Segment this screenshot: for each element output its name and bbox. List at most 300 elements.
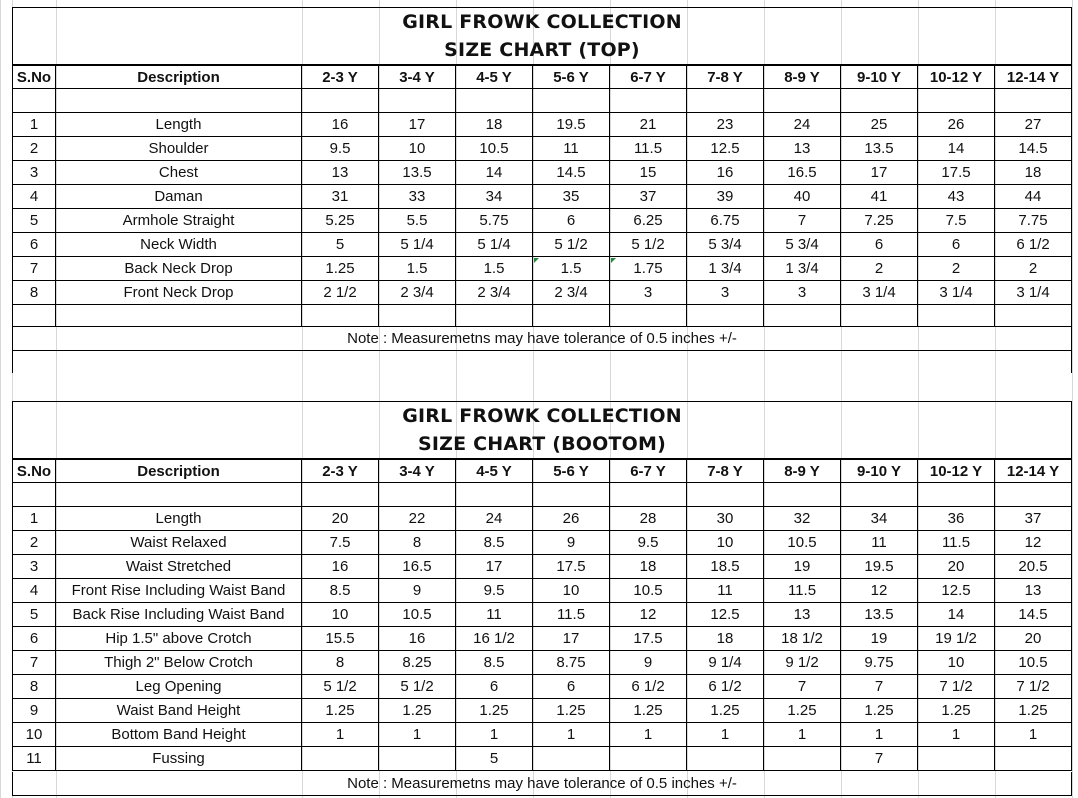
top-size-value-cell[interactable]: 3 [610,281,687,305]
bottom-size-value-cell[interactable]: 11 [841,531,918,555]
bottom-size-value-cell[interactable] [687,747,764,771]
bottom-size-value-cell[interactable]: 10.5 [995,651,1072,675]
bottom-size-value-cell[interactable]: 1 [918,723,995,747]
bottom-size-value-cell[interactable]: 1.25 [764,699,841,723]
bottom-description-cell[interactable]: Front Rise Including Waist Band [56,579,302,603]
top-size-value-cell[interactable]: 1 3/4 [764,257,841,281]
top-table-row [0,209,1078,233]
bottom-size-value-cell[interactable] [533,747,610,771]
bottom-column-header: 5-6 Y [533,459,610,483]
bottom-size-value-cell[interactable]: 18.5 [687,555,764,579]
top-empty-cell[interactable] [918,305,995,327]
bottom-serial-number-cell[interactable]: 1 [12,507,56,531]
bottom-size-value-cell[interactable]: 7.5 [302,531,379,555]
top-size-value-cell[interactable]: 2 3/4 [379,281,456,305]
bottom-size-value-cell[interactable]: 36 [918,507,995,531]
top-size-value-cell[interactable]: 39 [687,185,764,209]
top-column-header: 3-4 Y [379,65,456,89]
bottom-size-value-cell[interactable]: 13 [995,579,1072,603]
bottom-empty-cell[interactable] [379,483,456,507]
bottom-size-value-cell[interactable]: 1.25 [995,699,1072,723]
bottom-serial-number-cell[interactable]: 8 [12,675,56,699]
top-empty-cell[interactable] [302,305,379,327]
bottom-size-value-cell[interactable]: 9 [379,579,456,603]
bottom-size-value-cell[interactable]: 20.5 [995,555,1072,579]
bottom-size-value-cell[interactable]: 1.25 [456,699,533,723]
top-size-value-cell[interactable]: 2 [841,257,918,281]
bottom-chart-title: GIRL FROWK COLLECTION [12,401,1072,430]
top-size-value-cell[interactable]: 6.75 [687,209,764,233]
top-table-row [0,233,1078,257]
bottom-size-value-cell[interactable]: 20 [918,555,995,579]
top-chart-subtitle: SIZE CHART (TOP) [12,36,1072,65]
bottom-size-value-cell[interactable]: 22 [379,507,456,531]
bottom-size-value-cell[interactable]: 9.5 [456,579,533,603]
top-empty-cell[interactable] [302,89,379,113]
bottom-size-value-cell[interactable] [995,747,1072,771]
top-size-value-cell[interactable]: 3 1/4 [841,281,918,305]
top-empty-cell[interactable] [687,305,764,327]
top-size-value-cell[interactable]: 7.75 [995,209,1072,233]
bottom-size-value-cell[interactable]: 20 [995,627,1072,651]
bottom-size-value-cell[interactable] [610,747,687,771]
top-size-value-cell[interactable]: 10.5 [456,137,533,161]
bottom-size-value-cell[interactable]: 26 [533,507,610,531]
bottom-size-value-cell[interactable]: 16 [379,627,456,651]
bottom-description-cell[interactable]: Bottom Band Height [56,723,302,747]
bottom-size-value-cell[interactable]: 14 [918,603,995,627]
bottom-size-value-cell[interactable]: 8.75 [533,651,610,675]
bottom-size-value-cell[interactable]: 37 [995,507,1072,531]
top-size-value-cell[interactable]: 2 [995,257,1072,281]
bottom-size-value-cell[interactable]: 19 1/2 [918,627,995,651]
bottom-serial-number-cell[interactable]: 10 [12,723,56,747]
bottom-empty-cell[interactable] [995,483,1072,507]
top-empty-cell[interactable] [918,89,995,113]
bottom-size-value-cell[interactable]: 11.5 [533,603,610,627]
top-chart-title: GIRL FROWK COLLECTION [12,7,1072,36]
bottom-size-value-cell[interactable]: 11.5 [764,579,841,603]
top-empty-cell[interactable] [841,305,918,327]
bottom-size-value-cell[interactable]: 1 [533,723,610,747]
top-header-row [0,65,1078,89]
top-tolerance-note: Note : Measuremetns may have tolerance of 0.5 inches +/- [12,327,1072,351]
bottom-size-value-cell[interactable]: 17.5 [533,555,610,579]
bottom-column-header: 12-14 Y [995,459,1072,483]
bottom-size-value-cell[interactable]: 13.5 [841,603,918,627]
bottom-empty-cell[interactable] [918,483,995,507]
bottom-description-cell[interactable]: Fussing [56,747,302,771]
bottom-size-value-cell[interactable]: 1.25 [302,699,379,723]
bottom-serial-number-cell[interactable]: 9 [12,699,56,723]
top-column-header: 9-10 Y [841,65,918,89]
bottom-size-value-cell[interactable]: 9 [533,531,610,555]
bottom-size-value-cell[interactable] [302,747,379,771]
bottom-size-value-cell[interactable]: 6 [456,675,533,699]
top-column-header: 10-12 Y [918,65,995,89]
top-size-value-cell[interactable]: 5.25 [302,209,379,233]
top-size-value-cell[interactable]: 9.5 [302,137,379,161]
top-size-value-cell[interactable]: 1.75 [610,257,687,281]
top-table-row [0,113,1078,137]
bottom-size-value-cell[interactable]: 1.25 [841,699,918,723]
bottom-size-value-cell[interactable]: 19.5 [841,555,918,579]
bottom-column-header: 2-3 Y [302,459,379,483]
bottom-empty-cell[interactable] [687,483,764,507]
bottom-size-value-cell[interactable]: 6 1/2 [687,675,764,699]
top-size-value-cell[interactable]: 18 [995,161,1072,185]
top-size-value-cell[interactable]: 5 [302,233,379,257]
bottom-size-value-cell[interactable]: 7 [764,675,841,699]
bottom-size-value-cell[interactable]: 7 [841,675,918,699]
bottom-size-value-cell[interactable]: 11 [687,579,764,603]
bottom-size-value-cell[interactable]: 12 [841,579,918,603]
bottom-header-row [0,459,1078,483]
bottom-size-value-cell[interactable]: 18 [687,627,764,651]
top-size-value-cell[interactable]: 14 [456,161,533,185]
top-size-value-cell[interactable]: 11 [533,137,610,161]
top-serial-number-cell[interactable]: 4 [12,185,56,209]
top-size-value-cell[interactable]: 25 [841,113,918,137]
bottom-size-value-cell[interactable]: 1 [302,723,379,747]
top-size-value-cell[interactable]: 1 3/4 [687,257,764,281]
bottom-size-value-cell[interactable]: 10.5 [764,531,841,555]
bottom-size-value-cell[interactable]: 5 1/2 [302,675,379,699]
bottom-size-value-cell[interactable]: 9 1/2 [764,651,841,675]
bottom-size-value-cell[interactable]: 20 [302,507,379,531]
bottom-description-cell[interactable]: Waist Stretched [56,555,302,579]
top-serial-number-cell[interactable]: 2 [12,137,56,161]
top-empty-cell[interactable] [56,305,302,327]
bottom-empty-cell[interactable] [302,483,379,507]
top-size-value-cell[interactable]: 6 [841,233,918,257]
top-size-value-cell[interactable]: 40 [764,185,841,209]
top-size-value-cell[interactable]: 5.5 [379,209,456,233]
bottom-size-value-cell[interactable]: 10 [302,603,379,627]
bottom-size-value-cell[interactable]: 16 1/2 [456,627,533,651]
top-size-value-cell[interactable]: 13 [764,137,841,161]
top-size-value-cell[interactable]: 17.5 [918,161,995,185]
bottom-description-cell[interactable]: Back Rise Including Waist Band [56,603,302,627]
bottom-description-cell[interactable]: Length [56,507,302,531]
top-size-value-cell[interactable]: 12.5 [687,137,764,161]
top-size-value-cell[interactable]: 5 1/4 [456,233,533,257]
bottom-size-value-cell[interactable]: 5 [456,747,533,771]
top-size-value-cell[interactable]: 41 [841,185,918,209]
bottom-empty-cell[interactable] [456,483,533,507]
bottom-size-value-cell[interactable]: 12.5 [687,603,764,627]
bottom-size-value-cell[interactable]: 6 [533,675,610,699]
bottom-size-value-cell[interactable]: 19 [841,627,918,651]
bottom-size-value-cell[interactable]: 1 [379,723,456,747]
top-size-value-cell[interactable]: 5.75 [456,209,533,233]
top-size-value-cell[interactable]: 7 [764,209,841,233]
top-size-value-cell[interactable]: 5 1/2 [533,233,610,257]
bottom-size-value-cell[interactable]: 19 [764,555,841,579]
bottom-empty-cell[interactable] [12,483,56,507]
bottom-description-cell[interactable]: Thigh 2" Below Crotch [56,651,302,675]
top-column-header: 7-8 Y [687,65,764,89]
top-empty-cell[interactable] [687,89,764,113]
bottom-size-value-cell[interactable]: 1.25 [533,699,610,723]
bottom-table-row [0,627,1078,651]
bottom-size-value-cell[interactable]: 9 1/4 [687,651,764,675]
bottom-size-value-cell[interactable]: 1.25 [379,699,456,723]
top-serial-number-cell[interactable]: 8 [12,281,56,305]
top-size-value-cell[interactable]: 13.5 [841,137,918,161]
top-size-value-cell[interactable]: 6.25 [610,209,687,233]
top-size-value-cell[interactable]: 10 [379,137,456,161]
bottom-size-value-cell[interactable]: 13 [764,603,841,627]
top-empty-cell[interactable] [995,305,1072,327]
bottom-size-value-cell[interactable]: 10.5 [610,579,687,603]
bottom-size-value-cell[interactable]: 9.75 [841,651,918,675]
top-size-value-cell[interactable]: 2 [918,257,995,281]
top-empty-cell[interactable] [995,89,1072,113]
bottom-size-value-cell[interactable]: 34 [841,507,918,531]
top-size-value-cell[interactable]: 5 1/4 [379,233,456,257]
top-size-value-cell[interactable]: 3 [764,281,841,305]
top-size-value-cell[interactable]: 14.5 [995,137,1072,161]
top-size-value-cell[interactable]: 34 [456,185,533,209]
top-size-value-cell[interactable]: 6 1/2 [995,233,1072,257]
top-size-value-cell[interactable]: 43 [918,185,995,209]
bottom-description-cell[interactable]: Leg Opening [56,675,302,699]
top-size-value-cell[interactable]: 24 [764,113,841,137]
top-empty-cell[interactable] [533,305,610,327]
bottom-size-value-cell[interactable]: 16 [302,555,379,579]
top-description-cell[interactable]: Length [56,113,302,137]
bottom-size-value-cell[interactable]: 9.5 [610,531,687,555]
top-size-value-cell[interactable]: 17 [841,161,918,185]
top-empty-cell[interactable] [456,305,533,327]
top-table-row [0,137,1078,161]
top-serial-number-cell[interactable]: 6 [12,233,56,257]
top-serial-number-cell[interactable]: 3 [12,161,56,185]
top-size-value-cell[interactable]: 6 [533,209,610,233]
top-empty-cell[interactable] [764,89,841,113]
bottom-size-value-cell[interactable]: 1 [687,723,764,747]
bottom-size-value-cell[interactable]: 10.5 [379,603,456,627]
bottom-size-value-cell[interactable] [764,747,841,771]
bottom-size-value-cell[interactable]: 30 [687,507,764,531]
bottom-empty-cell[interactable] [841,483,918,507]
bottom-size-value-cell[interactable]: 16.5 [379,555,456,579]
bottom-size-value-cell[interactable]: 8 [302,651,379,675]
top-size-value-cell[interactable]: 37 [610,185,687,209]
bottom-description-cell[interactable]: Waist Band Height [56,699,302,723]
top-size-value-cell[interactable]: 1.5 [533,257,610,281]
top-size-value-cell[interactable]: 7.5 [918,209,995,233]
bottom-size-value-cell[interactable]: 14.5 [995,603,1072,627]
bottom-column-header: 3-4 Y [379,459,456,483]
top-size-value-cell[interactable]: 2 3/4 [533,281,610,305]
bottom-size-value-cell[interactable]: 10 [918,651,995,675]
top-size-value-cell[interactable]: 1.5 [456,257,533,281]
bottom-empty-cell[interactable] [533,483,610,507]
bottom-size-value-cell[interactable]: 1.25 [610,699,687,723]
top-size-value-cell[interactable]: 44 [995,185,1072,209]
top-table-row [0,185,1078,209]
bottom-empty-cell[interactable] [764,483,841,507]
top-spacer-row [0,89,1078,113]
top-size-value-cell[interactable]: 19.5 [533,113,610,137]
top-serial-number-cell[interactable]: 7 [12,257,56,281]
bottom-size-value-cell[interactable]: 12 [610,603,687,627]
top-title-row-1 [0,7,1078,36]
bottom-size-value-cell[interactable]: 9 [610,651,687,675]
bottom-table-row [0,507,1078,531]
top-column-header: 12-14 Y [995,65,1072,89]
bottom-size-value-cell[interactable]: 1.25 [918,699,995,723]
bottom-size-value-cell[interactable]: 17 [456,555,533,579]
bottom-size-value-cell[interactable]: 1.25 [687,699,764,723]
top-column-header: 5-6 Y [533,65,610,89]
bottom-size-value-cell[interactable]: 1 [764,723,841,747]
top-size-value-cell[interactable]: 27 [995,113,1072,137]
top-size-value-cell[interactable]: 33 [379,185,456,209]
top-size-value-cell[interactable]: 23 [687,113,764,137]
bottom-size-value-cell[interactable]: 7 1/2 [918,675,995,699]
bottom-size-value-cell[interactable]: 24 [456,507,533,531]
top-size-value-cell[interactable]: 13 [302,161,379,185]
top-empty-cell[interactable] [379,305,456,327]
cell-error-indicator-icon [534,258,539,263]
bottom-size-value-cell[interactable]: 11 [456,603,533,627]
cell-error-indicator-icon [611,258,616,263]
top-size-value-cell[interactable]: 7.25 [841,209,918,233]
top-size-value-cell[interactable]: 16.5 [764,161,841,185]
bottom-size-value-cell[interactable]: 17.5 [610,627,687,651]
top-empty-cell[interactable] [56,89,302,113]
bottom-size-value-cell[interactable]: 8.5 [302,579,379,603]
top-empty-cell[interactable] [379,89,456,113]
bottom-serial-number-cell[interactable]: 4 [12,579,56,603]
top-description-cell[interactable]: Shoulder [56,137,302,161]
bottom-empty-cell[interactable] [610,483,687,507]
bottom-size-value-cell[interactable] [918,747,995,771]
bottom-size-value-cell[interactable]: 10 [687,531,764,555]
bottom-size-value-cell[interactable]: 1 [610,723,687,747]
top-empty-cell[interactable] [12,89,56,113]
top-empty-cell[interactable] [610,305,687,327]
bottom-size-value-cell[interactable]: 1 [841,723,918,747]
top-size-value-cell[interactable]: 2 1/2 [302,281,379,305]
top-size-value-cell[interactable]: 35 [533,185,610,209]
top-column-header: S.No [12,65,56,89]
top-trailing-empty-row [0,305,1078,327]
bottom-serial-number-cell[interactable]: 11 [12,747,56,771]
bottom-size-value-cell[interactable]: 28 [610,507,687,531]
top-empty-cell[interactable] [764,305,841,327]
bottom-spacer-row [0,483,1078,507]
bottom-size-value-cell[interactable]: 18 1/2 [764,627,841,651]
bottom-serial-number-cell[interactable]: 7 [12,651,56,675]
top-size-value-cell[interactable]: 2 3/4 [456,281,533,305]
bottom-empty-cell[interactable] [56,483,302,507]
top-size-value-cell[interactable]: 11.5 [610,137,687,161]
bottom-size-value-cell[interactable]: 1 [995,723,1072,747]
bottom-size-value-cell[interactable]: 1 [456,723,533,747]
bottom-size-value-cell[interactable]: 8.5 [456,651,533,675]
top-serial-number-cell[interactable]: 5 [12,209,56,233]
bottom-size-value-cell[interactable]: 10 [533,579,610,603]
top-description-cell[interactable]: Chest [56,161,302,185]
top-size-value-cell[interactable]: 26 [918,113,995,137]
bottom-serial-number-cell[interactable]: 6 [12,627,56,651]
bottom-size-value-cell[interactable]: 5 1/2 [379,675,456,699]
top-size-value-cell[interactable]: 5 1/2 [610,233,687,257]
bottom-size-value-cell[interactable]: 18 [610,555,687,579]
bottom-size-value-cell[interactable]: 7 [841,747,918,771]
bottom-table-row [0,603,1078,627]
top-size-value-cell[interactable]: 3 1/4 [918,281,995,305]
bottom-serial-number-cell[interactable]: 3 [12,555,56,579]
bottom-size-value-cell[interactable]: 12.5 [918,579,995,603]
top-empty-cell[interactable] [533,89,610,113]
top-size-value-cell[interactable]: 17 [379,113,456,137]
top-description-cell[interactable]: Daman [56,185,302,209]
bottom-table-row [0,651,1078,675]
top-size-value-cell[interactable]: 6 [918,233,995,257]
bottom-size-value-cell[interactable]: 15.5 [302,627,379,651]
top-size-value-cell[interactable]: 13.5 [379,161,456,185]
top-size-value-cell[interactable]: 1.5 [379,257,456,281]
top-size-value-cell[interactable]: 16 [302,113,379,137]
bottom-size-value-cell[interactable]: 17 [533,627,610,651]
bottom-column-header: 4-5 Y [456,459,533,483]
bottom-size-value-cell[interactable]: 11.5 [918,531,995,555]
top-size-value-cell[interactable]: 18 [456,113,533,137]
top-size-value-cell[interactable]: 3 [687,281,764,305]
bottom-serial-number-cell[interactable]: 5 [12,603,56,627]
top-size-value-cell[interactable]: 1.25 [302,257,379,281]
top-size-value-cell[interactable]: 14 [918,137,995,161]
bottom-table-row [0,675,1078,699]
top-empty-cell[interactable] [610,89,687,113]
bottom-size-value-cell[interactable]: 8.5 [456,531,533,555]
bottom-size-value-cell[interactable]: 7 1/2 [995,675,1072,699]
bottom-size-value-cell[interactable]: 12 [995,531,1072,555]
bottom-description-cell[interactable]: Hip 1.5" above Crotch [56,627,302,651]
top-empty-cell[interactable] [12,305,56,327]
bottom-size-value-cell[interactable]: 32 [764,507,841,531]
bottom-size-value-cell[interactable]: 8.25 [379,651,456,675]
top-empty-cell[interactable] [841,89,918,113]
bottom-size-value-cell[interactable]: 6 1/2 [610,675,687,699]
top-description-cell[interactable]: Neck Width [56,233,302,257]
bottom-serial-number-cell[interactable]: 2 [12,531,56,555]
top-empty-cell[interactable] [456,89,533,113]
top-size-value-cell[interactable]: 31 [302,185,379,209]
top-size-value-cell[interactable]: 5 3/4 [764,233,841,257]
bottom-description-cell[interactable]: Waist Relaxed [56,531,302,555]
top-size-value-cell[interactable]: 14.5 [533,161,610,185]
top-table-row [0,281,1078,305]
bottom-size-value-cell[interactable]: 8 [379,531,456,555]
top-size-value-cell[interactable]: 21 [610,113,687,137]
top-description-cell[interactable]: Armhole Straight [56,209,302,233]
top-serial-number-cell[interactable]: 1 [12,113,56,137]
top-size-value-cell[interactable]: 15 [610,161,687,185]
bottom-size-value-cell[interactable] [379,747,456,771]
top-description-cell[interactable]: Front Neck Drop [56,281,302,305]
top-size-value-cell[interactable]: 3 1/4 [995,281,1072,305]
top-description-cell[interactable]: Back Neck Drop [56,257,302,281]
separator-cell [12,351,1072,373]
top-size-value-cell[interactable]: 5 3/4 [687,233,764,257]
top-size-value-cell[interactable]: 16 [687,161,764,185]
